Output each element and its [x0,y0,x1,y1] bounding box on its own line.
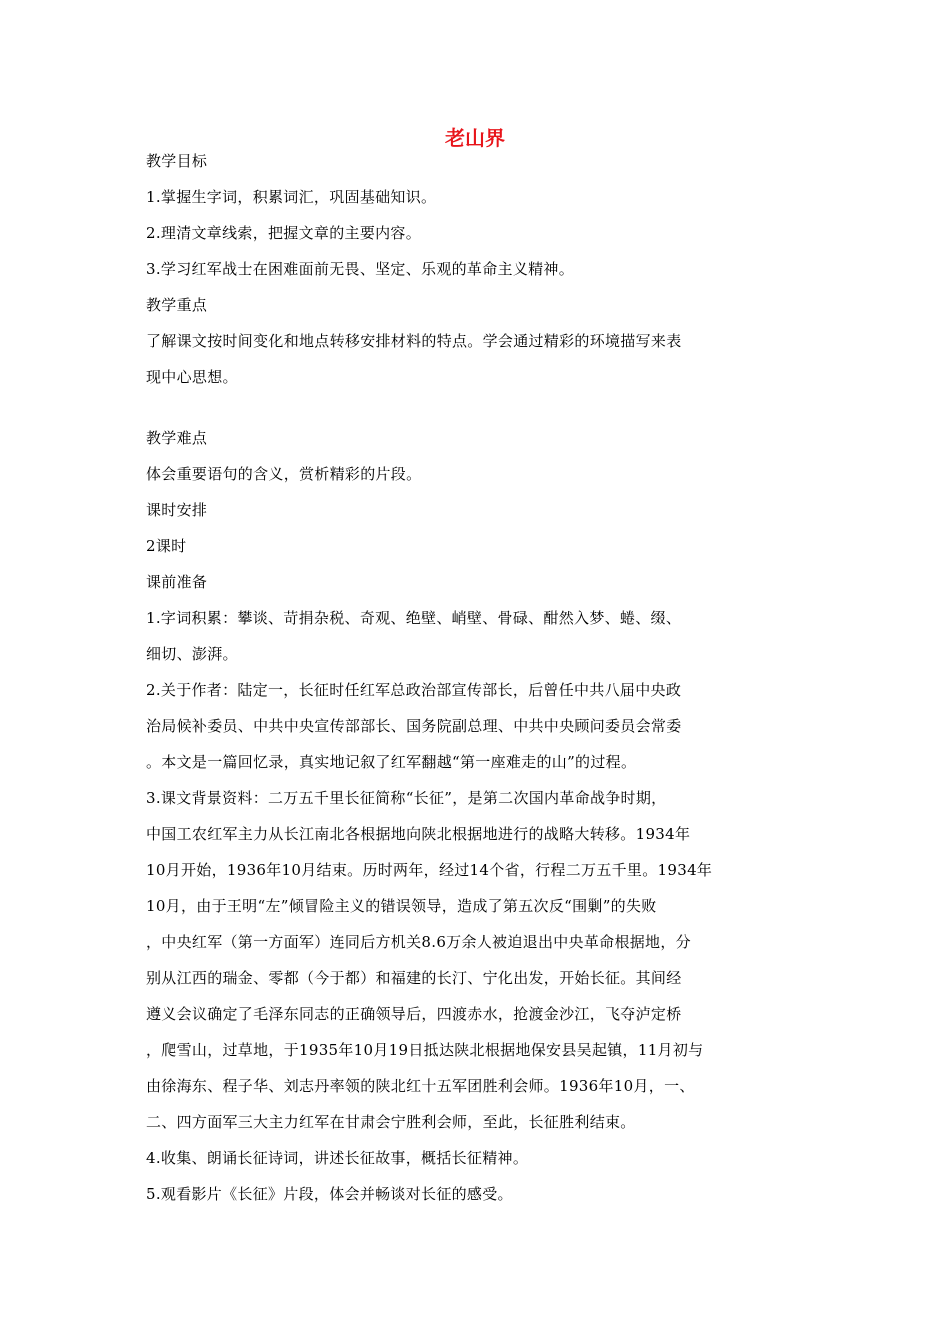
text-line: 二、四方面军三大主力红军在甘肃会宁胜利会师，至此，长征胜利结束。 [146,1113,636,1131]
text-line: 2.理清文章线索，把握文章的主要内容。 [146,224,422,242]
text-line: 治局候补委员、中共中央宣传部部长、国务院副总理、中共中央顾问委员会常委 [146,717,682,735]
section-heading-schedule: 课时安排 [146,501,208,519]
text-line: 2课时 [146,537,187,555]
text-line: 体会重要语句的含义，赏析精彩的片段。 [146,465,422,483]
text-line: 现中心思想。 [146,368,238,386]
text-line: 由徐海东、程子华、刘志丹率领的陕北红十五军团胜利会师。1936年10月，一、 [146,1077,695,1095]
text-line: 3.课文背景资料：二万五千里长征简称“长征”，是第二次国内革命战争时期， [146,789,667,807]
text-line: 了解课文按时间变化和地点转移安排材料的特点。学会通过精彩的环境描写来表 [146,332,682,350]
text-line: 中国工农红军主力从长江南北各根据地向陕北根据地进行的战略大转移。1934年 [146,825,691,843]
text-line: 10月，由于王明“左”倾冒险主义的错误领导，造成了第五次反“围剿”的失败 [146,897,657,915]
text-line: 别从江西的瑞金、零都（今于都）和福建的长汀、宁化出发，开始长征。其间经 [146,969,682,987]
text-line: 细切、澎湃。 [146,645,238,663]
text-line: 10月开始，1936年10月结束。历时两年，经过14个省，行程二万五千里。1934年 [146,861,713,879]
text-line: ，中央红军（第一方面军）连同后方机关8.6万余人被迫退出中央革命根据地，分 [146,933,691,951]
section-heading-objectives: 教学目标 [146,152,208,170]
text-line: 2.关于作者：陆定一，长征时任红军总政治部宣传部长，后曾任中共八届中央政 [146,681,682,699]
text-line: 。本文是一篇回忆录，真实地记叙了红军翻越“第一座难走的山”的过程。 [146,753,637,771]
text-line: 5.观看影片《长征》片段，体会并畅谈对长征的感受。 [146,1185,513,1203]
document-title: 老山界 [445,126,505,150]
text-line: 遵义会议确定了毛泽东同志的正确领导后，四渡赤水，抢渡金沙江，飞夺泸定桥 [146,1005,682,1023]
text-line: 1.掌握生字词，积累词汇，巩固基础知识。 [146,188,437,206]
section-heading-key-points: 教学重点 [146,296,208,314]
section-heading-difficulties: 教学难点 [146,429,208,447]
text-line: ，爬雪山，过草地，于1935年10月19日抵达陕北根据地保安县吴起镇，11月初与 [146,1041,704,1059]
text-line: 4.收集、朗诵长征诗词，讲述长征故事，概括长征精神。 [146,1149,529,1167]
text-line: 3.学习红军战士在困难面前无畏、坚定、乐观的革命主义精神。 [146,260,575,278]
text-line: 1.字词积累：攀谈、苛捐杂税、奇观、绝壁、峭壁、骨碌、酣然入梦、蜷、缀、 [146,609,682,627]
section-heading-preparation: 课前准备 [146,573,208,591]
